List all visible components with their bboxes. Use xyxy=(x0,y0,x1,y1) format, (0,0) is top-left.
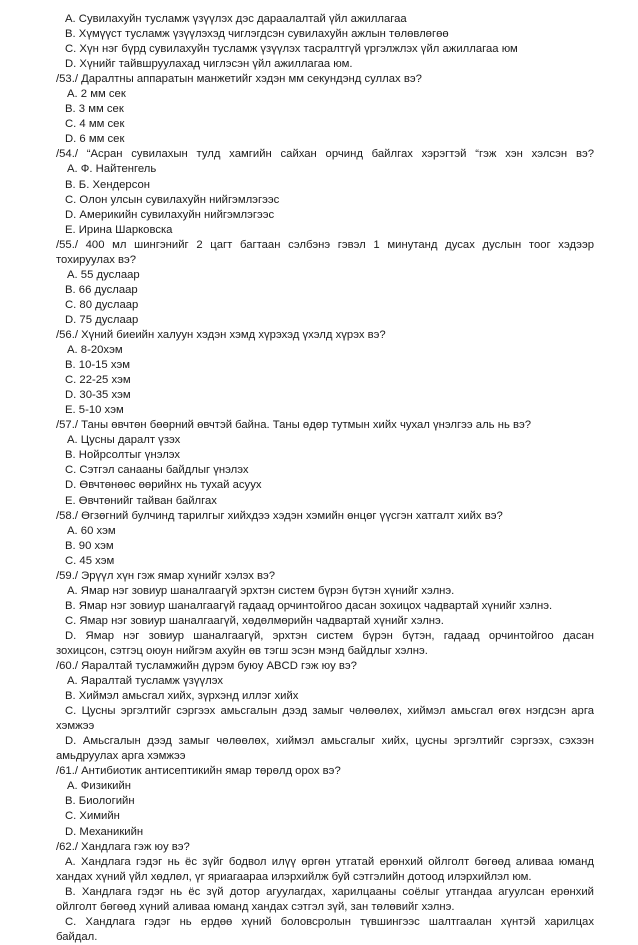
question-line: /57./ Таны өвчтөн бөөрний өвчтэй байна. Таны өдөр тутмын хийх чухал үнэлгээ аль нь вэ? xyxy=(56,419,532,432)
question-line: /54./ “Асран сувилахын тулд хамгийн сайхан орчинд байлгах хэрэгтэй “гэж хэн хэлсэн вэ? xyxy=(56,148,594,161)
option-line: A. Цусны даралт үзэх xyxy=(67,434,181,447)
question-line: /55./ 400 мл шингэнийг 2 цагт багтаан сэлбэнэ гэвэл 1 минутанд дусах дуслын тоог хэдээр xyxy=(56,238,594,251)
option-line: A. 55 дуслаар xyxy=(67,268,140,281)
option-line: D. 30-35 хэм xyxy=(65,389,131,402)
option-line: C. Хандлага гэдэг нь ердөө хүний боловсролын түвшингээс шалтгаалан хүнтэй харилцах xyxy=(65,915,594,928)
option-line: C. Олон улсын сувилахуйн нийгэмлэгээс xyxy=(65,193,280,206)
option-line: A. 8-20хэм xyxy=(67,344,123,357)
question-line: хэмжээ xyxy=(56,720,95,733)
option-line: D. 75 дуслаар xyxy=(65,313,139,326)
question-line: /53./ Даралтны аппаратын манжетийг хэдэн мм секундэнд суллах вэ? xyxy=(56,73,422,86)
option-line: C. 45 хэм xyxy=(65,554,115,567)
question-line: /58./ Өгзөгний булчинд тарилгыг хийхдээ хэдэн хэмийн өнцөг үүсгэн хатгалт хийх вэ? xyxy=(56,509,503,522)
option-line: C. Цусны эргэлтийг сэргээх амьсгалын дээд замыг чөлөөлөх, хиймэл амьсгал өгөх нэгдсэн арга xyxy=(65,705,594,718)
option-line: E. Өвчтөнийг тайван байлгах xyxy=(65,494,217,507)
option-line: A. Ямар нэг зовиур шаналгаагүй эрхтэн систем бүрэн бүтэн хүнийг хэлнэ. xyxy=(67,584,455,597)
option-line: B. Ямар нэг зовиур шаналгаагүй гадаад орчинтойгоо дасан зохицох чадвартай хүнийг хэлнэ. xyxy=(65,599,553,612)
question-line: тохируулах вэ? xyxy=(56,253,137,266)
option-line: C. Ямар нэг зовиур шаналгаагүй, хөдөлмөрийн чадвартай хүнийг хэлнэ. xyxy=(65,614,444,627)
option-line: B. 3 мм сек xyxy=(65,103,124,116)
option-line: D. Ямар нэг зовиур шаналгаагүй, эрхтэн систем бүрэн бүтэн, гадаад орчинтойгоо дасан xyxy=(65,629,594,642)
option-line: A. Яаралтай тусламж үзүүлэх xyxy=(67,675,223,688)
question-line: /60./ Яаралтай тусламжийн дүрэм буюу ABCD гэж юу вэ? xyxy=(56,660,357,673)
question-line: ойлголт бөгөөд хүний аливаа юманд хандах сэтгэл зүй, зан төлөвийг хэлнэ. xyxy=(56,900,455,913)
question-line: /59./ Эрүүл хүн гэж ямар хүнийг хэлэх вэ? xyxy=(56,569,276,582)
option-line: C. 22-25 хэм xyxy=(65,374,131,387)
option-line: A. Сувилахуйн тусламж үзүүлэх дэс дараалалтай үйл ажиллагаа xyxy=(65,13,407,25)
option-line: A. Ф. Найтенгель xyxy=(67,163,157,176)
option-line: D. 6 мм сек xyxy=(65,133,125,146)
option-line: A. Физикийн xyxy=(67,780,132,793)
option-line: B. Хандлага гэдэг нь ёс зүй дотор агуулагдах, харилцааны соёлыг утгандаа агуулсан ерөнхий xyxy=(65,885,594,898)
option-line: B. Хүмүүст тусламж үзүүлэхэд чиглэгдсэн сувилахуйн ажлын төлөвлөгөө xyxy=(65,28,449,41)
option-line: D. Хүнийг тайвшруулахад чиглэсэн үйл ажиллагаа юм. xyxy=(65,58,353,71)
question-line: /62./ Хандлага гэж юу вэ? xyxy=(56,840,190,853)
document-page xyxy=(56,12,594,945)
question-line: зохицсон, сэтгэц оюун нийгэм ахуйн өв тэгш эсэн мэнд байдлыг хэлнэ. xyxy=(56,644,428,657)
question-line: амьдруулах арга хэмжээ xyxy=(56,750,186,763)
option-line: B. 66 дуслаар xyxy=(65,283,138,296)
option-line: C. Сэтгэл санааны байдлыг үнэлэх xyxy=(65,464,249,477)
option-line: E. 5-10 хэм xyxy=(65,404,124,417)
option-line: D. Амьсгалын дээд замыг чөлөөлөх, хиймэл амьсгалыг хийх, цусны эргэлтийг сэргээх, сэхээн xyxy=(65,735,594,748)
option-line: D. Механикийн xyxy=(65,825,144,838)
option-line: C. Химийн xyxy=(65,810,120,823)
option-line: B. Б. Хендерсон xyxy=(65,178,151,191)
option-line: D. Америкийн сувилахуйн нийгэмлэгээс xyxy=(65,208,275,221)
question-line: байдал. xyxy=(56,930,98,943)
option-line: C. Хүн нэг бүрд сувилахуйн тусламж үзүүлэх тасралтгүй үргэлжлэх үйл ажиллагаа юм xyxy=(65,43,518,56)
option-line: E. Ирина Шарковска xyxy=(65,223,173,236)
option-line: A. Хандлага гэдэг нь ёс зүйг бодвол илүү өргөн утгатай ерөнхий ойлголт бөгөөд аливаа юманд xyxy=(65,855,594,868)
option-line: B. 90 хэм xyxy=(65,539,114,552)
option-line: B. Биологийн xyxy=(65,795,135,808)
option-line: A. 60 хэм xyxy=(67,524,116,537)
question-line: /61./ Антибиотик антисептикийн ямар төрөлд орох вэ? xyxy=(56,765,341,778)
option-line: B. Нойрсолтыг үнэлэх xyxy=(65,449,181,462)
option-line: B. 10-15 хэм xyxy=(65,359,131,372)
option-line: C. 4 мм сек xyxy=(65,118,125,131)
option-line: D. Өвчтөнөөс өөрийнх нь тухай асуух xyxy=(65,479,262,492)
question-line: хандах хүний үйл хөдлөл, үг яриагаараа илэрхийлж буй сэтгэлийн дотоод илэрхийлэл юм. xyxy=(56,870,532,883)
option-line: A. 2 мм сек xyxy=(67,88,126,101)
question-line: /56./ Хүний биеийн халуун хэдэн хэмд хүрэхэд үхэлд хүрэх вэ? xyxy=(56,328,386,341)
option-line: B. Хиймэл амьсгал хийх, зүрхэнд иллэг хийх xyxy=(65,690,299,703)
option-line: C. 80 дуслаар xyxy=(65,298,139,311)
